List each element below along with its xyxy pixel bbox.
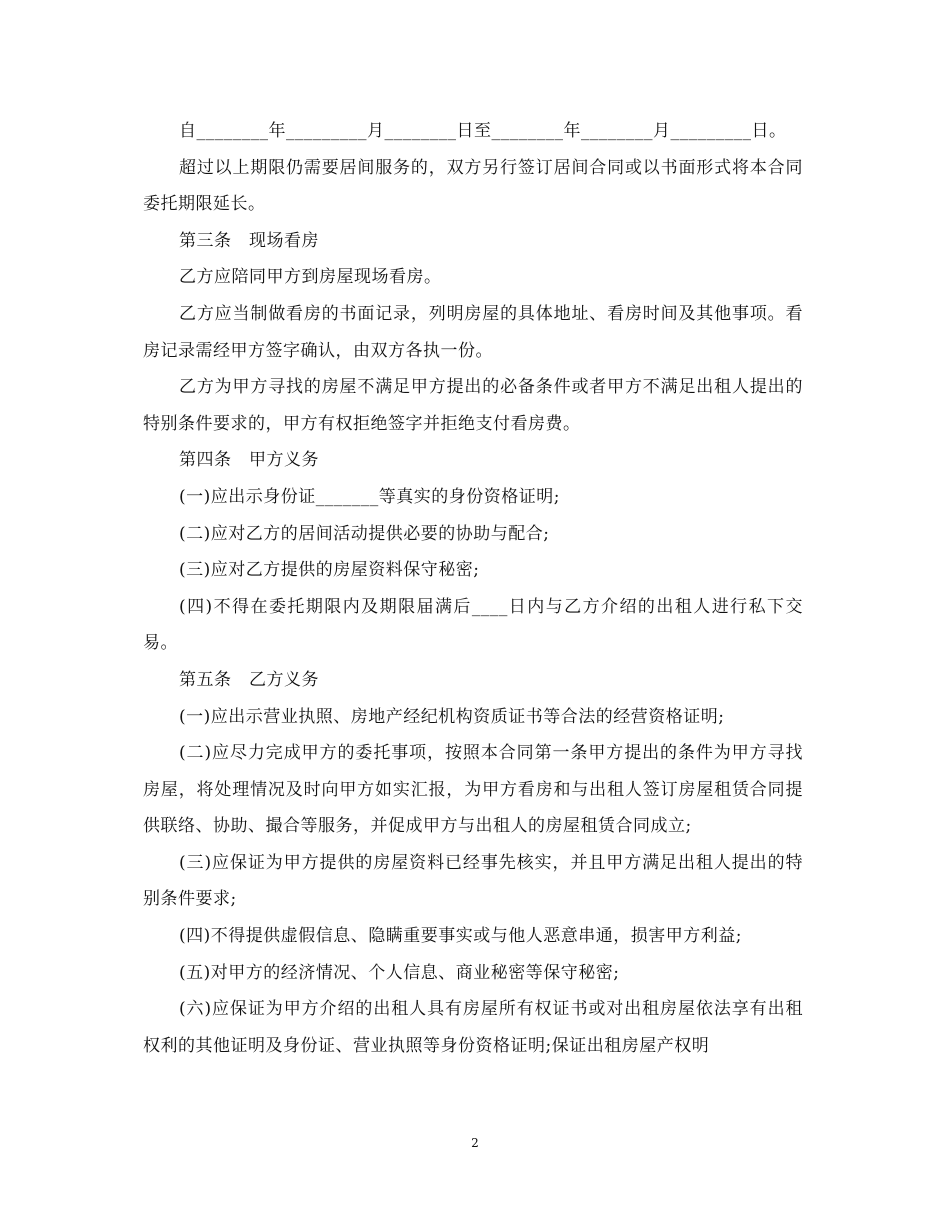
clause-b-2: (二)应尽力完成甲方的委托事项，按照本合同第一条甲方提出的条件为甲方寻找房屋，将处理情况及时向甲方如实汇报，为甲方看房和与出租人签订房屋租赁合同提供联络、协助、撮合等服务，并促成甲方与出租人的房屋租赁合同成立; <box>143 743 803 837</box>
clause-a-1: (一)应出示身份证_______等真实的身份资格证明; <box>179 486 560 507</box>
document-body <box>143 113 803 1064</box>
paragraph-accompany-viewing: 乙方应陪同甲方到房屋现场看房。 <box>179 267 442 288</box>
heading-article-3: 第三条 现场看房 <box>179 230 319 251</box>
clause-a-3: (三)应对乙方提供的房屋资料保守秘密; <box>179 560 480 581</box>
clause-b-4: (四)不得提供虚假信息、隐瞒重要事实或与他人恶意串通，损害甲方利益; <box>179 926 742 947</box>
clause-b-5: (五)对甲方的经济情况、个人信息、商业秘密等保守秘密; <box>179 962 620 983</box>
clause-a-2: (二)应对乙方的居间活动提供必要的协助与配合; <box>179 523 550 544</box>
page-number: 2 <box>471 1136 479 1150</box>
clause-b-3: (三)应保证为甲方提供的房屋资料已经事先核实，并且甲方满足出租人提出的特别条件要求; <box>143 852 803 910</box>
paragraph-term-dates: 自________年_________月________日至________年________月_________日。 <box>179 121 787 141</box>
clause-a-4: (四)不得在委托期限内及期限届满后____日内与乙方介绍的出租人进行私下交易。 <box>143 596 803 654</box>
paragraph-viewing-record: 乙方应当制做看房的书面记录，列明房屋的具体地址、看房时间及其他事项。看房记录需经甲方签字确认，由双方各执一份。 <box>143 303 803 361</box>
paragraph-extension: 超过以上期限仍需要居间服务的，双方另行签订居间合同或以书面形式将本合同委托期限延长。 <box>143 157 803 215</box>
clause-b-6: (六)应保证为甲方介绍的出租人具有房屋所有权证书或对出租房屋依法享有出租权利的其他证明及身份证、营业执照等身份资格证明;保证出租房屋产权明 <box>143 999 803 1056</box>
heading-article-5: 第五条 乙方义务 <box>179 669 319 690</box>
paragraph-refuse-fee: 乙方为甲方寻找的房屋不满足甲方提出的必备条件或者甲方不满足出租人提出的特别条件要求的，甲方有权拒绝签字并拒绝支付看房费。 <box>143 377 803 434</box>
clause-b-1: (一)应出示营业执照、房地产经纪机构资质证书等合法的经营资格证明; <box>179 706 725 727</box>
heading-article-4: 第四条 甲方义务 <box>179 450 319 471</box>
